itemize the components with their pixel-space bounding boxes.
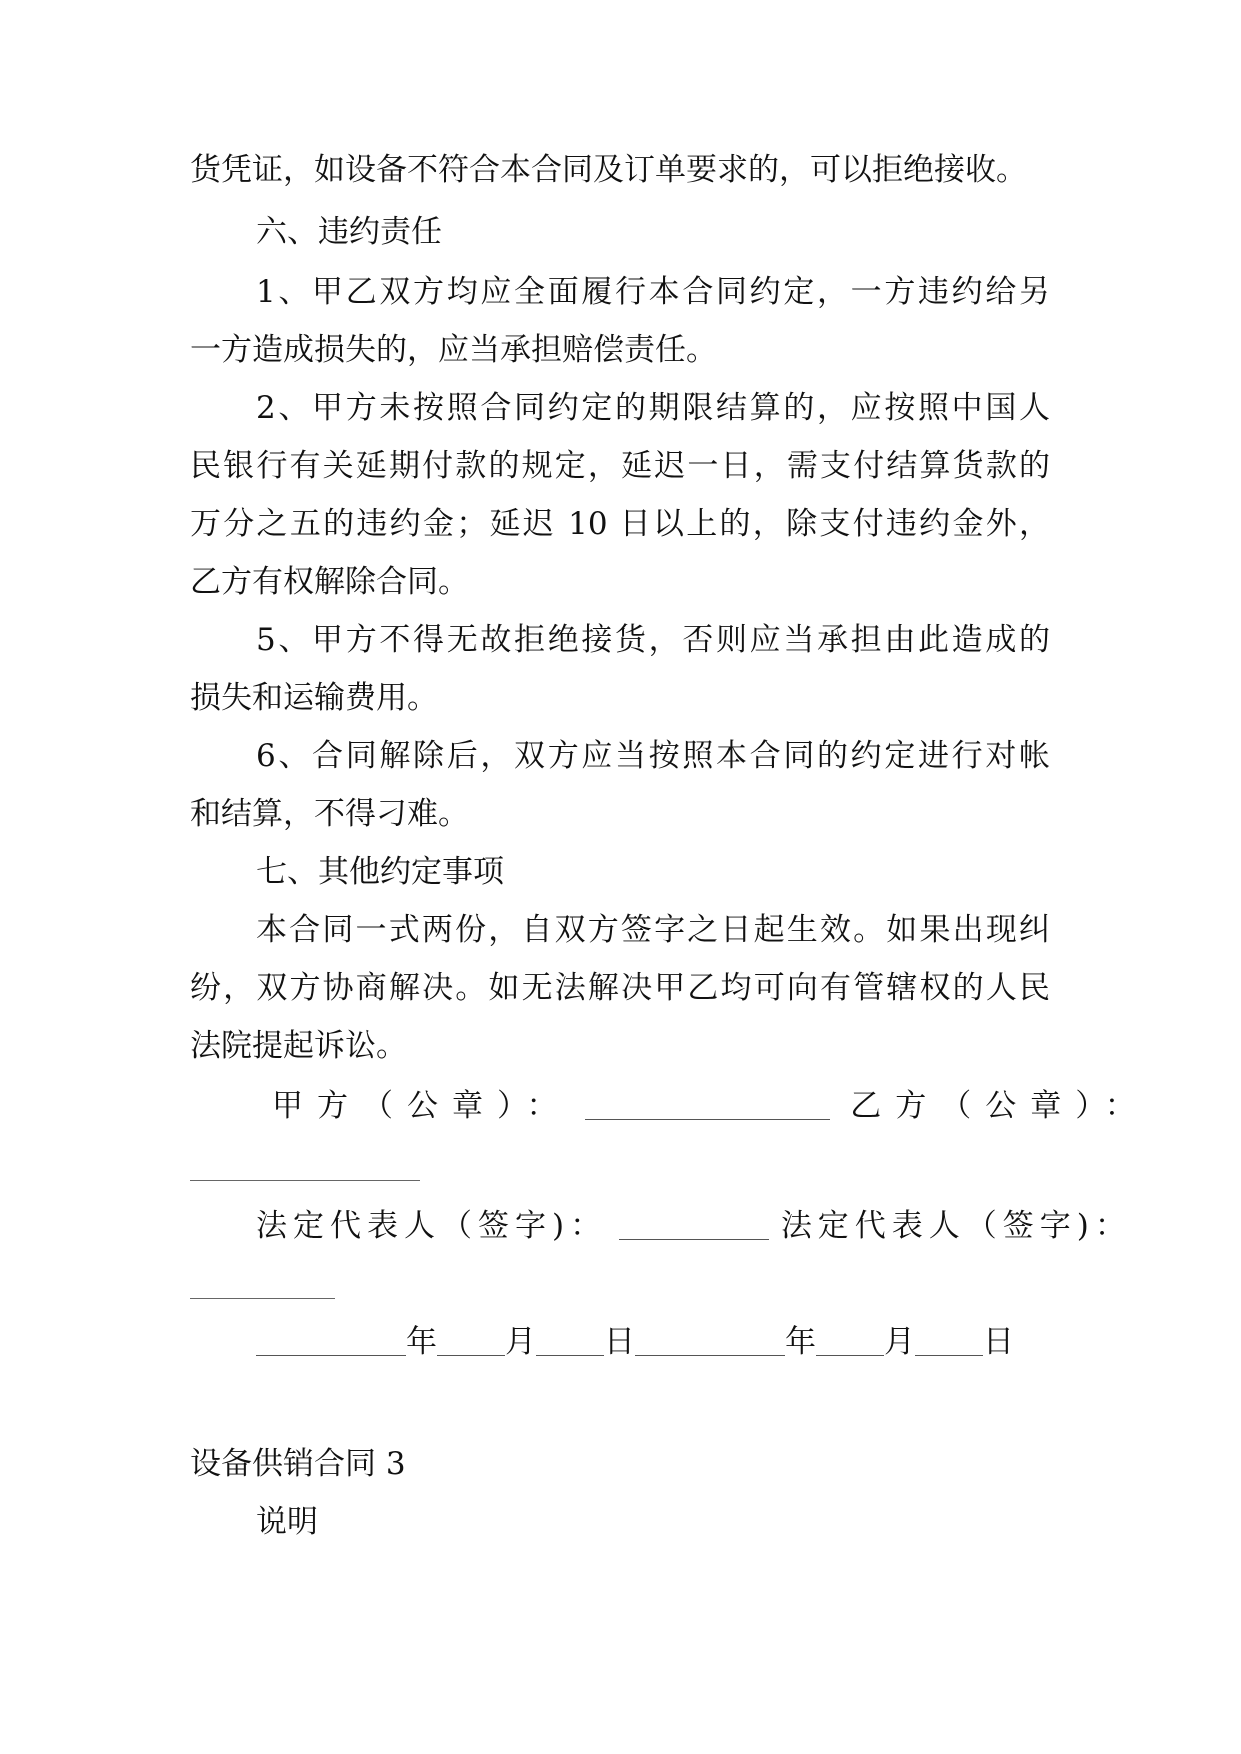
date-b-day-label: 日 (983, 1324, 1014, 1360)
paragraph-line: 万分之五的违约金；延迟 10 日以上的，除支付违约金外， (190, 506, 1050, 542)
party-a-seal-label: 甲方（公章）： (272, 1088, 572, 1124)
date-a-month-blank (437, 1327, 505, 1356)
next-contract-title: 设备供销合同 3 (190, 1446, 406, 1482)
paragraph-line: 5、甲方不得无故拒绝接货，否则应当承担由此造成的 (256, 622, 1050, 658)
rep-a-label: 法定代表人（签字)： (256, 1208, 608, 1244)
paragraph-line: 2、甲方未按照合同约定的期限结算的，应按照中国人 (256, 390, 1050, 426)
date-a-year-label: 年 (406, 1324, 437, 1360)
paragraph-line: 一方造成损失的，应当承担赔偿责任。 (190, 332, 717, 368)
representative-row (256, 1206, 1132, 1246)
rep-b-blank (190, 1298, 335, 1299)
date-b-month-label: 月 (884, 1324, 915, 1360)
date-b-day-blank (915, 1327, 983, 1356)
paragraph-line: 法院提起诉讼。 (190, 1028, 407, 1064)
paragraph-line: 纷，双方协商解决。如无法解决甲乙均可向有管辖权的人民 (190, 970, 1050, 1006)
next-contract-subtitle: 说明 (256, 1504, 318, 1540)
date-a-day-blank (536, 1327, 604, 1356)
rep-a-blank (619, 1211, 769, 1240)
paragraph-line: 货凭证，如设备不符合本合同及订单要求的，可以拒绝接收。 (190, 152, 1027, 188)
party-b-seal-label: 乙方（公章）： (850, 1088, 1150, 1124)
date-a-day-label: 日 (604, 1324, 635, 1360)
party-b-seal-blank (190, 1180, 420, 1181)
paragraph-line: 1、甲乙双方均应全面履行本合同约定，一方违约给另 (256, 274, 1050, 310)
rep-b-label: 法定代表人（签字)： (780, 1208, 1132, 1244)
date-b-month-blank (816, 1327, 884, 1356)
date-b-year-blank (635, 1327, 785, 1356)
section-heading-breach: 六、违约责任 (256, 214, 442, 250)
paragraph-line: 和结算，不得刁难。 (190, 796, 469, 832)
date-a-year-blank (256, 1327, 406, 1356)
paragraph-line: 民银行有关延期付款的规定，延迟一日，需支付结算货款的 (190, 448, 1050, 484)
section-heading-other: 七、其他约定事项 (256, 854, 504, 890)
paragraph-line: 损失和运输费用。 (190, 680, 438, 716)
date-b-year-label: 年 (785, 1324, 816, 1360)
paragraph-line: 本合同一式两份，自双方签字之日起生效。如果出现纠 (256, 912, 1050, 948)
party-seal-row (272, 1086, 1150, 1126)
paragraph-line: 乙方有权解除合同。 (190, 564, 469, 600)
date-row (256, 1322, 1056, 1362)
party-a-seal-blank (585, 1091, 830, 1120)
paragraph-line: 6、合同解除后，双方应当按照本合同的约定进行对帐 (256, 738, 1050, 774)
date-a-month-label: 月 (505, 1324, 536, 1360)
